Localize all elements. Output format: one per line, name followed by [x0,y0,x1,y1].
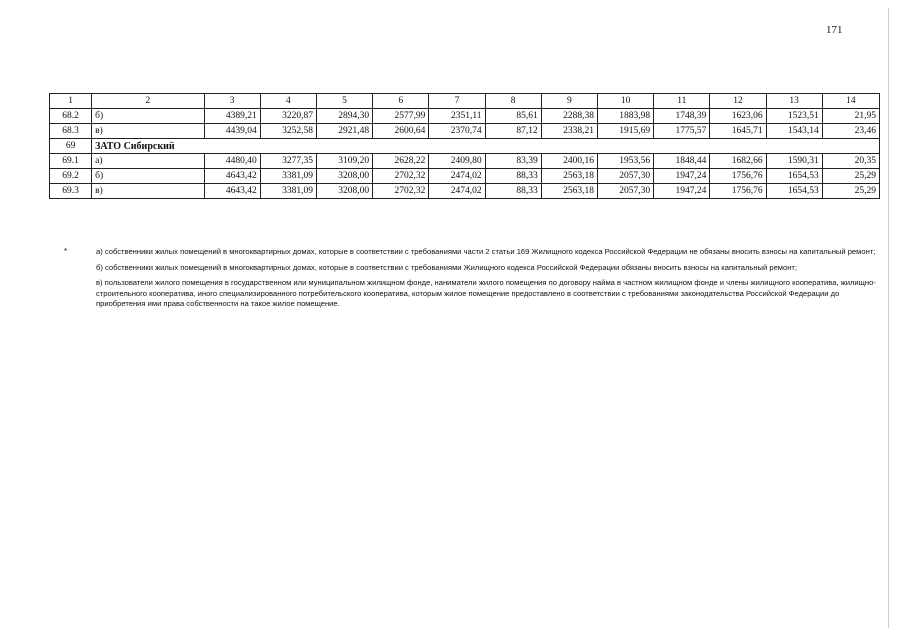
table-cell: 2288,38 [541,109,597,124]
group-label: ЗАТО Сибирский [92,139,880,154]
table-row [50,184,880,199]
column-header: 14 [822,94,879,109]
table-cell: 21,95 [822,109,879,124]
table-row [50,169,880,184]
column-header: 13 [766,94,822,109]
footnote-b: б) собственники жилых помещений в многоквартирных домах, которые в соответствии с требованиями Жилищного кодекса Российской Федерации обязаны вносить взносы на капитальный ремонт; [96,262,798,272]
table-cell: 2474,02 [429,184,485,199]
table-row [50,109,880,124]
table-cell: 1756,76 [710,184,766,199]
table-cell: 1523,51 [766,109,822,124]
row-index: 68.2 [50,109,92,124]
table-cell: 4439,04 [204,124,260,139]
row-category: б) [92,109,204,124]
table-cell: 2702,32 [373,184,429,199]
table-cell: 2351,11 [429,109,485,124]
table-cell: 83,39 [485,154,541,169]
table-cell: 2702,32 [373,169,429,184]
row-category: а) [92,154,204,169]
column-header: 1 [50,94,92,109]
table-cell: 4643,42 [204,184,260,199]
table-cell: 3109,20 [316,154,372,169]
table-cell: 25,29 [822,184,879,199]
group-row [50,139,880,154]
table-cell: 1953,56 [597,154,653,169]
header-row [50,94,880,109]
table-cell: 25,29 [822,169,879,184]
table-cell: 3381,09 [260,184,316,199]
footnotes [66,247,878,315]
table-cell: 1590,31 [766,154,822,169]
table-cell: 1543,14 [766,124,822,139]
table-cell: 1947,24 [654,169,710,184]
table-cell: 3277,35 [260,154,316,169]
table-cell: 1654,53 [766,184,822,199]
column-header: 3 [204,94,260,109]
table-cell: 1775,57 [654,124,710,139]
footnote-c: в) пользователи жилого помещения в государственном или муниципальном жилищном фонде, наниматели жилого помещения по договору найма в частном жилищном фонде и члены жилищного кооператива, жилищно-строительного кооператива, иного специализированного потребительского кооператива, которым жилое помещение предоставлено в соответствии с требованиями законодательства Российской Федерации до приобретения ими права собственности на такое жилое помещение. [96,278,876,308]
table-cell: 3252,58 [260,124,316,139]
column-header: 9 [541,94,597,109]
table-cell: 1654,53 [766,169,822,184]
table-cell: 23,46 [822,124,879,139]
table-cell: 2563,18 [541,184,597,199]
table-cell: 1756,76 [710,169,766,184]
table-cell: 3208,00 [316,184,372,199]
table-cell: 3208,00 [316,169,372,184]
table-cell: 1748,39 [654,109,710,124]
row-category: в) [92,184,204,199]
table-cell: 87,12 [485,124,541,139]
table-cell: 2628,22 [373,154,429,169]
table-cell: 2400,16 [541,154,597,169]
column-header: 5 [316,94,372,109]
table-cell: 1682,66 [710,154,766,169]
row-category: б) [92,169,204,184]
row-index: 68.3 [50,124,92,139]
table-cell: 3220,87 [260,109,316,124]
table-cell: 2577,99 [373,109,429,124]
table-row [50,154,880,169]
table-cell: 1883,98 [597,109,653,124]
page-number: 171 [826,24,843,36]
table-cell: 4643,42 [204,169,260,184]
table-cell: 2338,21 [541,124,597,139]
column-header: 10 [597,94,653,109]
row-index: 69 [50,139,92,154]
table-cell: 2894,30 [316,109,372,124]
margin-rule [888,8,889,628]
table-cell: 4480,40 [204,154,260,169]
table-cell: 2921,48 [316,124,372,139]
table-cell: 20,35 [822,154,879,169]
table-cell: 1848,44 [654,154,710,169]
footnote-a: а) собственники жилых помещений в многоквартирных домах, которые в соответствии с требованиями части 2 статьи 169 Жилищного кодекса Российской Федерации не обязаны вносить взносы на капитальный ремонт; [96,247,876,256]
table-cell: 1947,24 [654,184,710,199]
table-cell: 2474,02 [429,169,485,184]
column-header: 12 [710,94,766,109]
row-index: 69.1 [50,154,92,169]
table-row [50,124,880,139]
column-header: 4 [260,94,316,109]
footnote-marker: * [64,247,68,256]
column-header: 2 [92,94,204,109]
column-header: 7 [429,94,485,109]
table-cell: 88,33 [485,184,541,199]
table-cell: 4389,21 [204,109,260,124]
table-cell: 1645,71 [710,124,766,139]
table-cell: 1915,69 [597,124,653,139]
table-cell: 85,61 [485,109,541,124]
tariff-table [49,93,880,199]
table-cell: 3381,09 [260,169,316,184]
column-header: 6 [373,94,429,109]
table-cell: 88,33 [485,169,541,184]
row-index: 69.3 [50,184,92,199]
table-cell: 2057,30 [597,169,653,184]
table-cell: 2409,80 [429,154,485,169]
table-cell: 2600,64 [373,124,429,139]
row-index: 69.2 [50,169,92,184]
column-header: 8 [485,94,541,109]
table-cell: 2057,30 [597,184,653,199]
table-cell: 2370,74 [429,124,485,139]
table-cell: 2563,18 [541,169,597,184]
column-header: 11 [654,94,710,109]
row-category: в) [92,124,204,139]
table-cell: 1623,06 [710,109,766,124]
